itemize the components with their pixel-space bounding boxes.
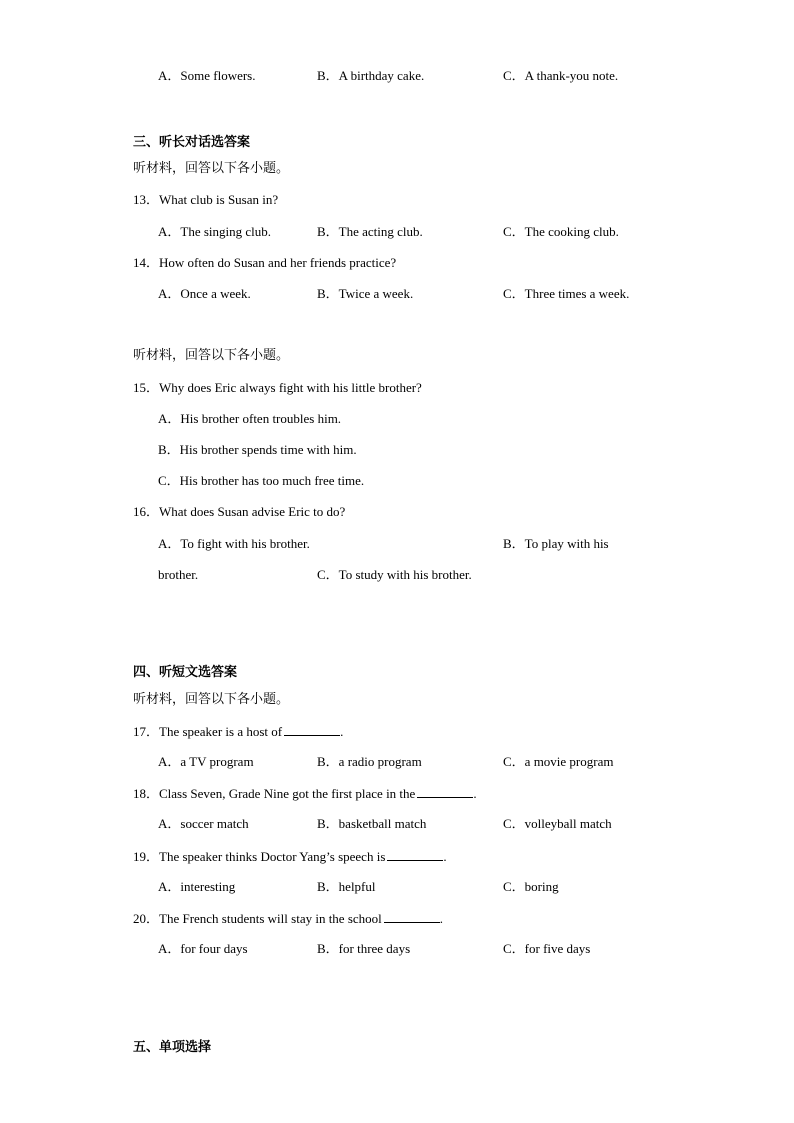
q12-option-a[interactable]: A．Some flowers. [158,68,256,83]
section4-title: 四、听短文选答案 [133,665,238,680]
q18-option-a[interactable]: A．soccer match [158,816,249,831]
q19-answer-blank[interactable] [387,848,443,861]
q18-option-c[interactable]: C．volleyball match [503,816,612,831]
q19-stem [133,848,447,865]
q13-option-a[interactable]: A．The singing club. [158,224,272,239]
q14-option-b[interactable]: B．Twice a week. [317,286,414,301]
q18-stem-end: . [473,786,477,801]
q19-stem-end: . [443,849,447,864]
q20-option-b[interactable]: B．for three days [317,941,411,956]
section5-title: 五、单项选择 [133,1040,212,1055]
q14-option-c[interactable]: C．Three times a week. [503,286,630,301]
q20-option-c[interactable]: C．for five days [503,941,591,956]
q18-answer-blank[interactable] [417,785,473,798]
q18-stem-text: 18．Class Seven, Grade Nine got the first place in the [133,786,416,801]
q14-option-a[interactable]: A．Once a week. [158,286,251,301]
q13-stem: 13．What club is Susan in? [133,192,279,207]
q18-stem [133,785,477,802]
q20-stem-text: 20．The French students will stay in the school [133,911,382,926]
q16-option-b-continued[interactable]: brother. [158,567,199,582]
q14-stem: 14．How often do Susan and her friends practice? [133,255,397,270]
q19-stem-text: 19．The speaker thinks Doctor Yang’s speech is [133,849,386,864]
q17-stem [133,723,343,740]
q19-option-a[interactable]: A．interesting [158,879,236,894]
q20-stem-end: . [439,911,444,926]
q15-option-a[interactable]: A．His brother often troubles him. [158,411,342,426]
q13-option-c[interactable]: C．The cooking club. [503,224,619,239]
q20-option-a[interactable]: A．for four days [158,941,248,956]
q13-option-b[interactable]: B．The acting club. [317,224,423,239]
q12-option-b[interactable]: B．A birthday cake. [317,68,425,83]
q16-stem: 16．What does Susan advise Eric to do? [133,504,346,519]
section3-title: 三、听长对话选答案 [133,135,251,150]
q12-option-c[interactable]: C．A thank-you note. [503,68,619,83]
q16-option-b[interactable]: B．To play with his [503,536,609,551]
q15-stem: 15．Why does Eric always fight with his little brother? [133,380,422,395]
section4-instruction: 听材料，回答以下各小题。 [133,692,290,707]
q17-answer-blank[interactable] [284,723,340,736]
q15-option-b[interactable]: B．His brother spends time with him. [158,442,357,457]
q17-option-c[interactable]: C．a movie program [503,754,614,769]
q17-option-a[interactable]: A．a TV program [158,754,254,769]
q17-stem-text: 17．The speaker is a host of [133,724,283,739]
q17-option-b[interactable]: B．a radio program [317,754,422,769]
q15-option-c[interactable]: C．His brother has too much free time. [158,473,365,488]
q19-option-b[interactable]: B．helpful [317,879,376,894]
q17-stem-end: . [340,724,344,739]
q16-option-a[interactable]: A．To fight with his brother. [158,536,310,551]
section3-instruction: 听材料，回答以下各小题。 [133,161,290,176]
q19-option-c[interactable]: C．boring [503,879,559,894]
q18-option-b[interactable]: B．basketball match [317,816,427,831]
section3-instruction-2: 听材料，回答以下各小题。 [133,348,290,363]
q20-stem [133,910,443,927]
q16-option-c[interactable]: C．To study with his brother. [317,567,472,582]
q20-answer-blank[interactable] [384,910,440,923]
